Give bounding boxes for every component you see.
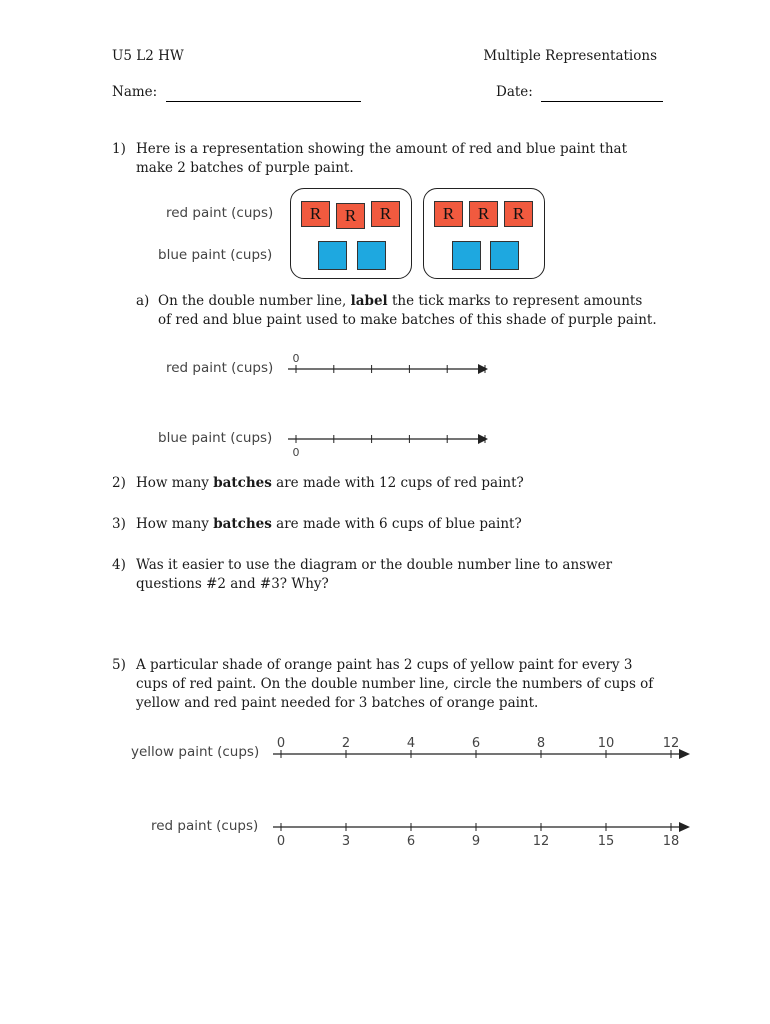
tick-label[interactable]: 18 [662, 834, 680, 849]
question-text: Here is a representation showing the amount of red and blue paint that make 2 batches of purple paint. [136, 141, 627, 176]
question-number: 4) [112, 557, 126, 573]
red-cup: R [434, 201, 463, 227]
question-number: 1) [112, 141, 126, 157]
tick-label[interactable]: 0 [276, 834, 286, 849]
question-text: Was it easier to use the diagram or the double number line to answer questions #2 and #3? Why? [136, 557, 613, 592]
dnl1-top-label: red paint (cups) [166, 360, 274, 376]
text-part: are made with 6 cups of blue paint? [271, 516, 522, 532]
question-text [136, 474, 666, 493]
dnl1-top-zero: 0 [292, 352, 300, 365]
tick-label[interactable]: 6 [471, 736, 481, 751]
text-part: are made with 12 cups of red paint? [271, 475, 524, 491]
question-number: 5) [112, 657, 126, 673]
question-number: 3) [112, 516, 126, 532]
date-field[interactable] [496, 83, 663, 102]
dnl1-bottom-arrow [478, 434, 488, 444]
date-label: Date: [496, 84, 533, 100]
text-part: How many [136, 516, 214, 532]
text-bold: batches [213, 516, 272, 532]
dnl1-top-arrow [478, 364, 488, 374]
tick-label[interactable]: 8 [536, 736, 546, 751]
tick-label[interactable]: 6 [406, 834, 416, 849]
tick-label[interactable]: 12 [532, 834, 550, 849]
blue-cup [490, 241, 519, 270]
date-blank[interactable] [541, 87, 663, 102]
tick-label[interactable]: 4 [406, 736, 416, 751]
tick-label[interactable]: 9 [471, 834, 481, 849]
dnl5-top-arrow [679, 749, 690, 759]
blue-cup [357, 241, 386, 270]
dnl1-bottom-zero: 0 [292, 446, 300, 459]
tick-label[interactable]: 2 [341, 736, 351, 751]
question-number: a) [136, 293, 150, 309]
question-text [158, 292, 658, 330]
text-bold: label [350, 293, 388, 309]
red-cup: R [371, 201, 400, 227]
name-field[interactable] [112, 83, 361, 102]
batch-box-2 [423, 188, 545, 279]
tick-label[interactable]: 0 [276, 736, 286, 751]
name-blank[interactable] [166, 87, 361, 102]
text-part: the tick marks to represent amounts of red and blue paint used to make batches of this shade of purple paint. [158, 293, 657, 328]
dnl5-svg [265, 730, 695, 855]
dnl1-bottom-label: blue paint (cups) [158, 430, 273, 446]
header-right: Multiple Representations [483, 48, 657, 64]
dnl5-top-ticks [277, 736, 679, 758]
dnl5-top-label: yellow paint (cups) [131, 744, 260, 760]
dnl5-bottom-label: red paint (cups) [151, 818, 259, 834]
batch-box-1 [290, 188, 412, 279]
question-text: A particular shade of orange paint has 2 cups of yellow paint for every 3 cups of red paint. On the double number line, circle the numbers of cups of yellow and red paint needed for 3 batches of orange paint. [136, 657, 654, 711]
text-part: How many [136, 475, 214, 491]
red-cup: R [336, 203, 365, 229]
diagram-red-label: red paint (cups) [166, 205, 274, 221]
tick-label[interactable]: 10 [597, 736, 615, 751]
red-cup: R [504, 201, 533, 227]
tick-label[interactable]: 15 [597, 834, 615, 849]
red-cup: R [469, 201, 498, 227]
text-bold: batches [213, 475, 272, 491]
tick-label[interactable]: 3 [341, 834, 351, 849]
question-number: 2) [112, 475, 126, 491]
name-label: Name: [112, 84, 158, 100]
diagram-blue-label: blue paint (cups) [158, 247, 273, 263]
red-cup: R [301, 201, 330, 227]
text-part: On the double number line, [158, 293, 351, 309]
question-text [136, 515, 666, 534]
blue-cup [452, 241, 481, 270]
dnl1-svg [280, 345, 495, 465]
header-left: U5 L2 HW [112, 48, 184, 64]
dnl5-bottom-arrow [679, 822, 690, 832]
tick-label[interactable]: 12 [662, 736, 680, 751]
blue-cup [318, 241, 347, 270]
